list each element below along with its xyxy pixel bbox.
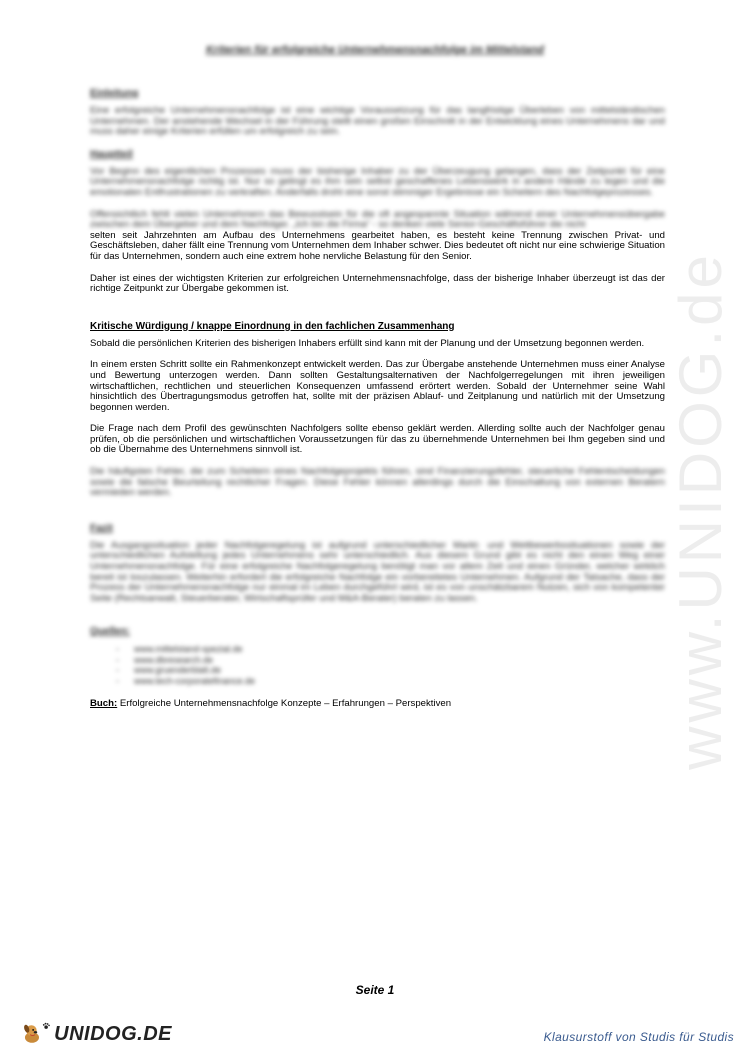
unidog-logo — [22, 1014, 172, 1054]
paragraph: Vor Beginn des eigentlichen Prozesses muss der bisherige Inhaber zu der Überzeugung gelangen, dass der Zeitpunkt für eine Unternehmensnachfolge richtig ist. Nur so gelingt es ihm sein selbst geschaffenes Lebenswerk in andere Hände zu legen und die emotionalen Entfrustrationen zu verkraften. Anderfalls droht eine sonst stimmiger Ergebnisse ein Scheitern des Nachfolgeprozesses. — [90, 165, 665, 198]
watermark-text: www.UNIDOG.de — [666, 250, 734, 770]
dog-icon — [22, 1016, 42, 1052]
document-title: Kriterien für erfolgreiche Unternehmensnachfolge im Mittelstand — [205, 44, 544, 56]
logo-text: UNIDOG.DE — [54, 1022, 172, 1045]
footer-tagline: Klausurstoff von Studis für Studis — [543, 1030, 734, 1044]
list-item: - www.gruenderblatt.de — [116, 665, 665, 676]
document-body — [90, 88, 665, 709]
book-title: Erfolgreiche Unternehmensnachfolge Konzepte – Erfahrungen – Perspektiven — [119, 698, 452, 710]
section-quellen — [90, 626, 665, 686]
watermark — [660, 210, 740, 810]
paragraph: Daher ist eines der wichtigsten Kriterien zur erfolgreichen Unternehmensnachfolge, dass der bisherige Inhaber überzeugt ist das der richtige Zeitpunkt zur Übergabe gekommen ist. — [90, 272, 665, 295]
list-item: - www.mittelstand-spezial.de — [116, 644, 665, 655]
paragraph: Die Ausgangssituation jeder Nachfolgeregelung ist aufgrund unterschiedlicher Markt- und Wettbewerbssituationen sowie der unterschiedlichen Aufstellung jedes Unternehmens sehr unterschiedlich. Aus diesem Grund gibt es nicht den einen Weg einer Unternehmensnachfolge. Für eine erfolgreiche Nachfolgeregelung benötigt man vor allem Zeit und einen Gründer, welcher wirklich bereit ist loszulassen. Weiterhin erfordert die erfolgreiche Nachfolge ein vorbereitetes Unternehmen. Aufgrund der Tatsache, dass der Prozess der Unternehmensnachfolge nur einmal im Leben durchgeführt wird, ist es von unschätzbarem Nutzen, sich von kompetenter Seite (Rechtsanwalt, Steuerberater, Wirtschaftsprüfer und M&A-Berater) beraten zu lassen. — [90, 539, 665, 604]
section-fazit — [90, 523, 665, 605]
section-heading: Hauptteil — [90, 148, 133, 160]
paragraph: Eine erfolgreiche Unternehmensnachfolge ist eine wichtige Voraussetzung für das langfristige Überleben von mittelständischen Unternehmen. Der anstehende Wechsel in der Führung stellt einen großen Einschnitt in der Entwicklung eines Unternehmens dar und muss daher einige Kriterien erfüllen um erfolgreich zu sein. — [90, 105, 665, 138]
mixed-paragraph — [90, 210, 665, 231]
paragraph: Die häufigsten Fehler, die zum Scheitern eines Nachfolgeprojekts führen, sind Finanzierungsfehler, steuerliche Fehlentscheidungen sowie die falsche Beurteilung rechtlicher Fragen. Diese Fehler können allerdings durch die Einschaltung von externen Beratern vermieden werden. — [90, 466, 665, 499]
section-einleitung — [90, 88, 665, 138]
section-hauptteil — [90, 149, 665, 199]
paragraph: Sobald die persönlichen Kriterien des bisherigen Inhabers erfüllt sind kann mit der Planung und der Umsetzung begonnen werden. — [90, 337, 645, 349]
book-label: Buch: — [90, 698, 118, 710]
page-number: Seite 1 — [355, 983, 395, 997]
section-heading: Einleitung — [90, 88, 139, 99]
list-item: - www.dbresearch.de — [116, 655, 665, 666]
list-item: - www.tech-corporatefinance.de — [116, 676, 665, 687]
section-kritik — [90, 321, 665, 499]
section-heading: Kritische Würdigung / knappe Einordnung in den fachlichen Zusammenhang — [90, 320, 455, 332]
paw-icon — [42, 1019, 50, 1033]
paragraph: In einem ersten Schritt sollte ein Rahmenkonzept entwickelt werden. Das zur Übergabe anstehende Unternehmen muss einer Analyse und Bewertung unterzogen werden. Dann sollten Gestaltungsalternativen der Nachfolgerregelungen mit ihren jeweiligen wirtschaftlichen, rechtlichen und steuerlichen Konsequenzen umfassend erörtert werden. Sobald der Unternehmer seine Wahl hinsichtlich des Übertragungsmodus getroffen hat, sollte mit der präzisen Ablauf- und Zeitplanung und natürlich mit der Umsetzung begonnen werden. — [90, 359, 665, 413]
section-heading: Fazit — [90, 522, 113, 534]
sources-list — [90, 644, 665, 686]
paragraph: Die Frage nach dem Profil des gewünschten Nachfolgers sollte ebenso geklärt werden. Allerding sollte auch der Nachfolger genau prüfen, ob die persönlichen und wirtschaftlichen Voraussetzungen für das zu übernehmende Unternehmen bei Ihm gegeben sind und ob die Übernahme des Unternehmens sinnvoll ist. — [90, 423, 665, 456]
blurred-text: Offensichtlich fehlt vielen Unternehmern das Bewusstsein für die oft angespannte Situation während einer Unternehmensübergabe zwischen dem Übergeber und dem Nachfolger. „Ich bin die Firma“ - so denken viele Senior-Geschäftsführer die nicht — [90, 208, 665, 231]
section-heading: Quellen: — [90, 626, 131, 638]
paragraph: selten seit Jahrzehnten am Aufbau des Unternehmens gearbeitet haben, es besteht keine Trennung zwischen Privat- und Geschäftsleben, daher fällt eine Trennung vom Unternehmen dem Inhaber schwer. Dies bedeutet oft nicht nur eine schwierige Situation für das Unternehmen, sondern auch eine extrem hohe nervliche Belastung für den Senior. — [90, 229, 665, 262]
book-reference — [90, 698, 665, 709]
